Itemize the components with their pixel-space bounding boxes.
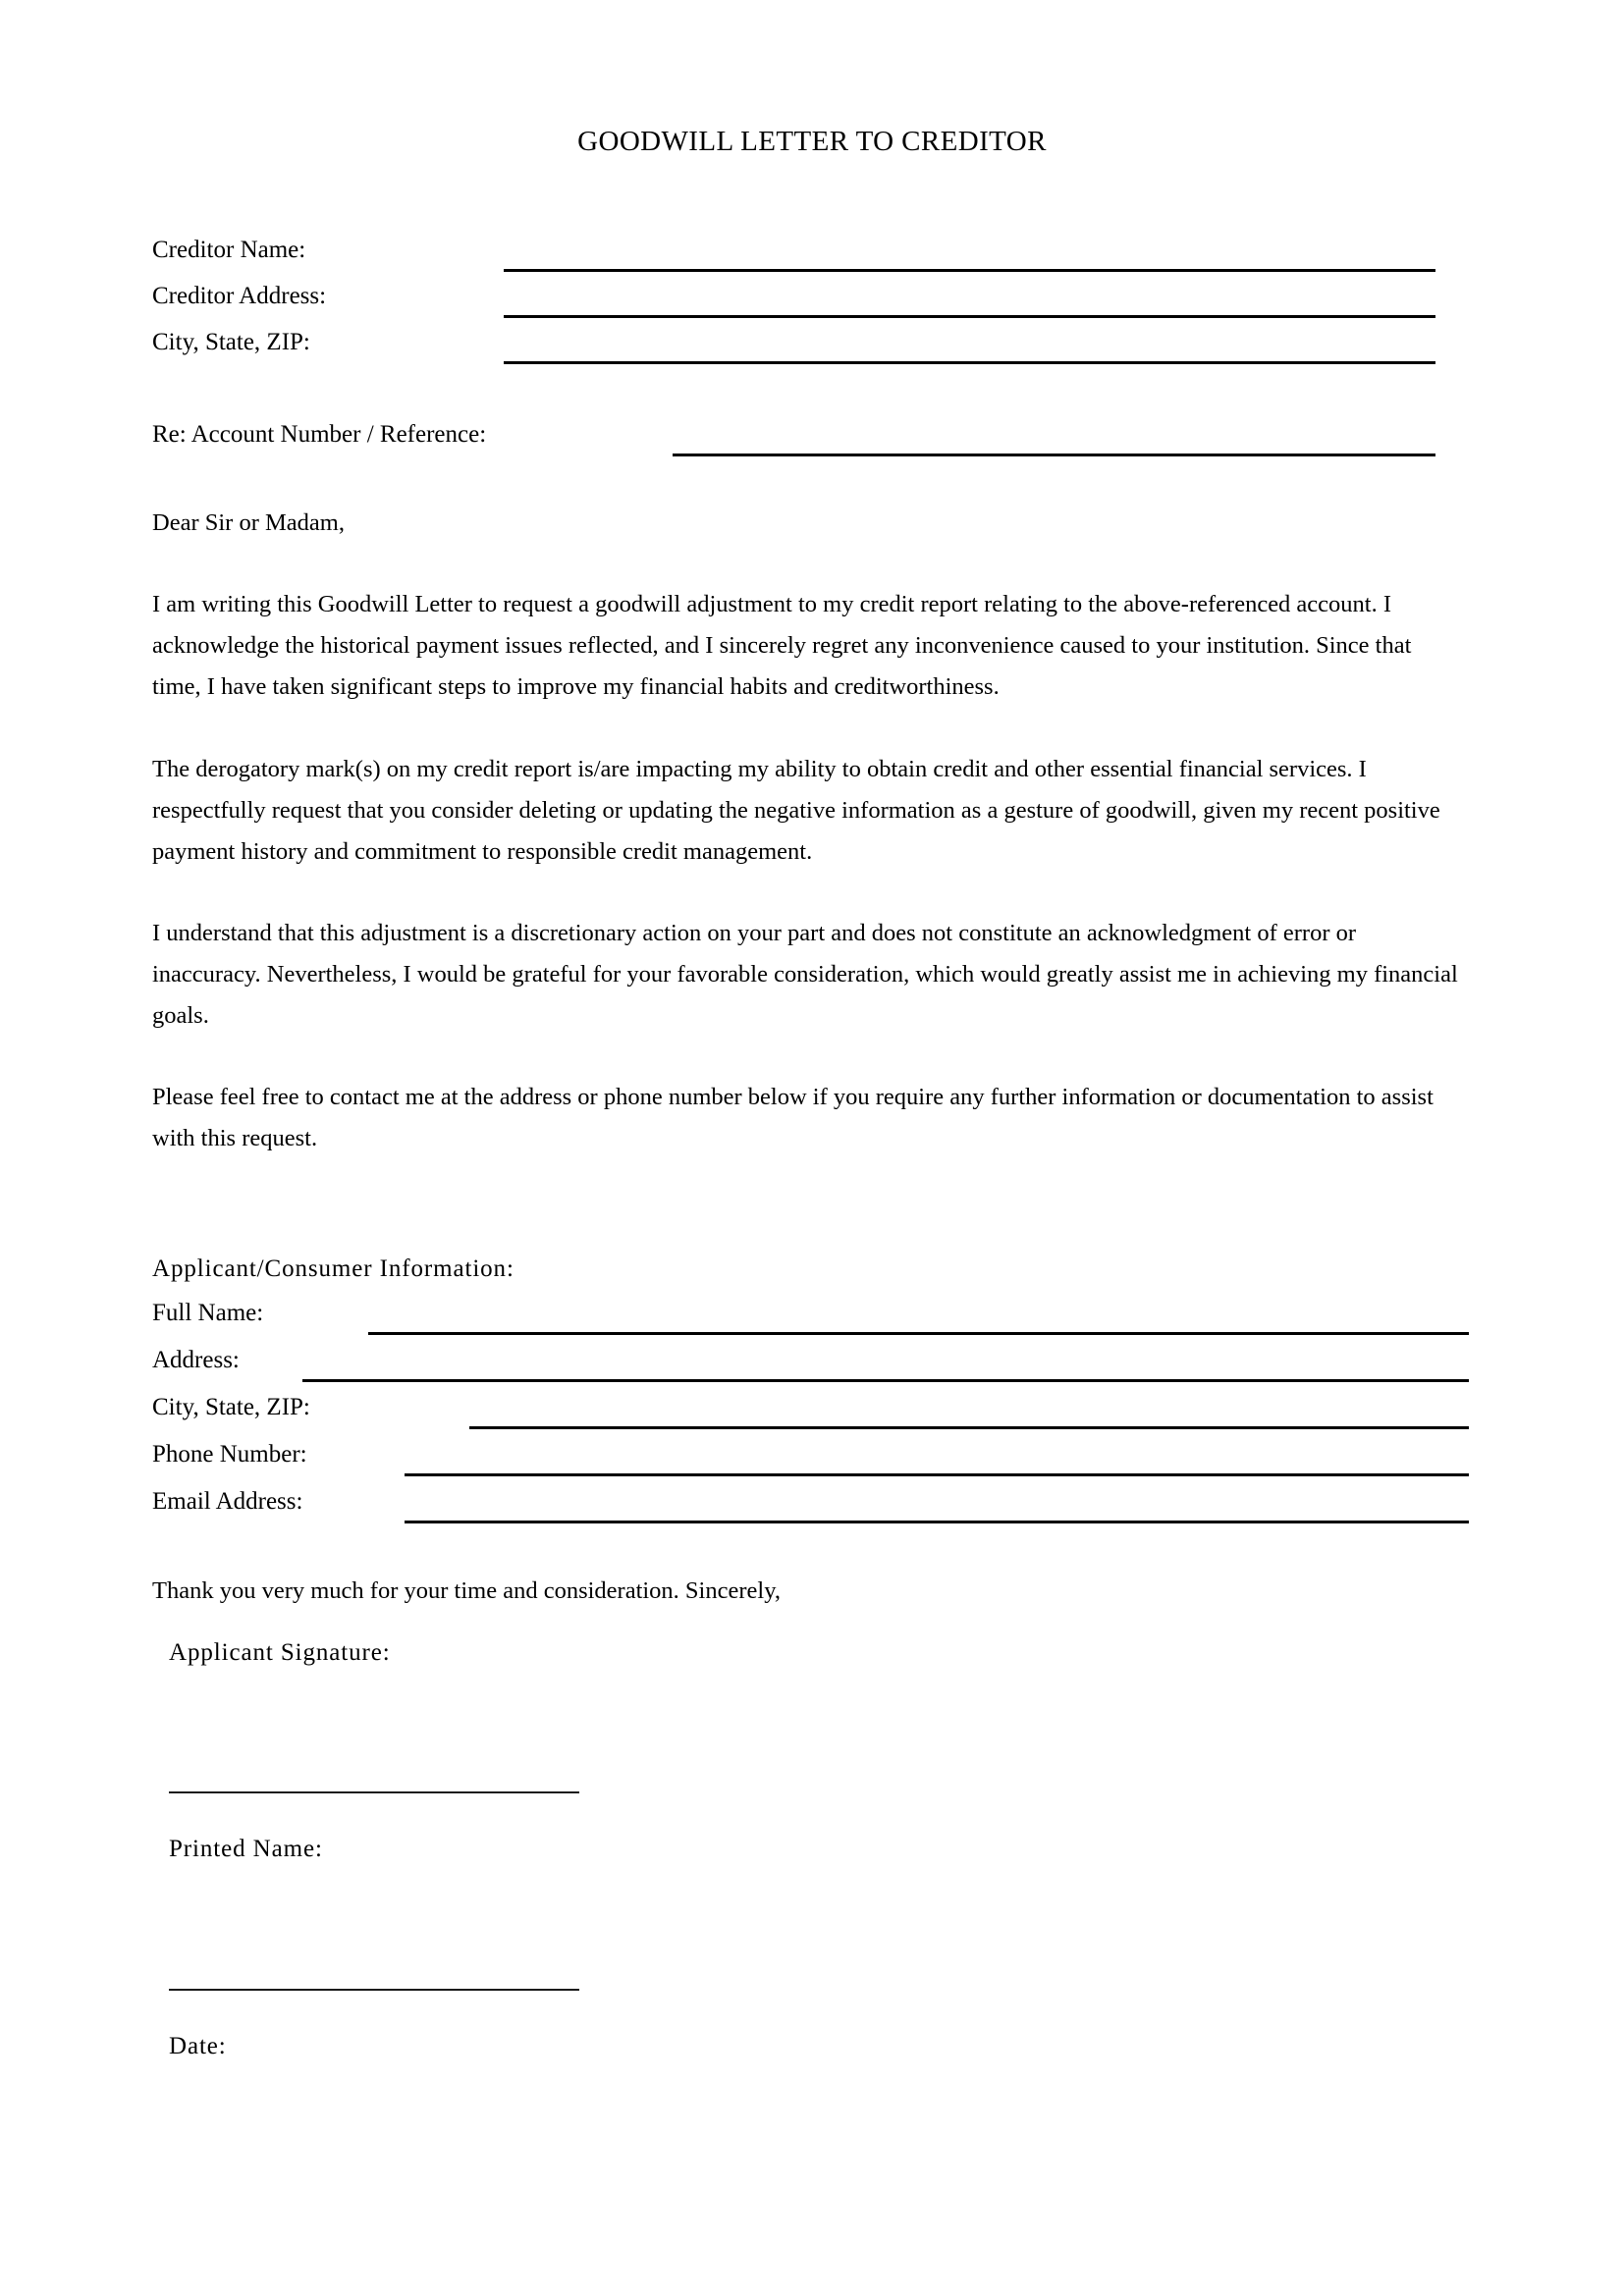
field-row-creditor-name (152, 236, 1473, 281)
body-paragraph-4: Please feel free to contact me at the address or phone number below if you require any further information or documentation to assist with this request. (152, 1084, 1434, 1151)
date-label: Date: (169, 2033, 227, 2059)
full-name-input-rule[interactable] (368, 1332, 1469, 1335)
field-row-creditor-address (152, 282, 1473, 327)
account-reference-input-rule[interactable] (673, 454, 1435, 456)
creditor-name-label: Creditor Name: (152, 237, 306, 263)
applicant-information-heading: Applicant/Consumer Information: (152, 1255, 514, 1282)
creditor-address-label: Creditor Address: (152, 283, 327, 309)
phone-number-label: Phone Number: (152, 1441, 307, 1468)
printed-name-line[interactable] (169, 1989, 579, 1991)
creditor-city-state-zip-input-rule[interactable] (504, 361, 1435, 364)
field-row-address (152, 1346, 1473, 1391)
field-row-account-reference (152, 420, 1473, 465)
body-paragraph-2: The derogatory mark(s) on my credit report is/are impacting my ability to obtain credit and other essential financial services. I respectfully request that you consider deleting or updating the negative information as a gesture of goodwill, given my recent positive payment history and commitment to responsible credit management. (152, 756, 1440, 865)
phone-number-input-rule[interactable] (405, 1473, 1469, 1476)
email-address-label: Email Address: (152, 1488, 303, 1515)
field-row-email-address (152, 1487, 1473, 1532)
address-input-rule[interactable] (302, 1379, 1469, 1382)
address-label: Address: (152, 1347, 240, 1373)
full-name-label: Full Name: (152, 1300, 264, 1326)
field-row-phone-number (152, 1440, 1473, 1485)
account-reference-label: Re: Account Number / Reference: (152, 421, 487, 448)
email-address-input-rule[interactable] (405, 1521, 1469, 1523)
body-paragraph-3: I understand that this adjustment is a discretionary action on your part and does not constitute an acknowledgment of error or inaccuracy. Nevertheless, I would be grateful for your favorable consideration, which would greatly assist me in achieving my financial goals. (152, 920, 1458, 1029)
creditor-name-input-rule[interactable] (504, 269, 1435, 272)
body-paragraph-1: I am writing this Goodwill Letter to request a goodwill adjustment to my credit report relating to the above-referenced account. I acknowledge the historical payment issues reflected, and I sincerely regret any inconvenience caused to your institution. Since that time, I have taken significant steps to improve my financial habits and creditworthiness. (152, 591, 1412, 700)
closing-line: Thank you very much for your time and consideration. Sincerely, (152, 1577, 781, 1604)
field-row-full-name (152, 1299, 1473, 1344)
city-state-zip-label: City, State, ZIP: (152, 1394, 310, 1420)
field-row-creditor-city-state-zip (152, 328, 1473, 373)
field-row-city-state-zip (152, 1393, 1473, 1438)
printed-name-label: Printed Name: (169, 1836, 323, 1862)
applicant-signature-label: Applicant Signature: (169, 1639, 391, 1666)
creditor-address-input-rule[interactable] (504, 315, 1435, 318)
salutation: Dear Sir or Madam, (152, 509, 345, 536)
page-title: GOODWILL LETTER TO CREDITOR (577, 126, 1047, 157)
creditor-city-state-zip-label: City, State, ZIP: (152, 329, 310, 355)
applicant-signature-line[interactable] (169, 1791, 579, 1793)
city-state-zip-input-rule[interactable] (469, 1426, 1469, 1429)
